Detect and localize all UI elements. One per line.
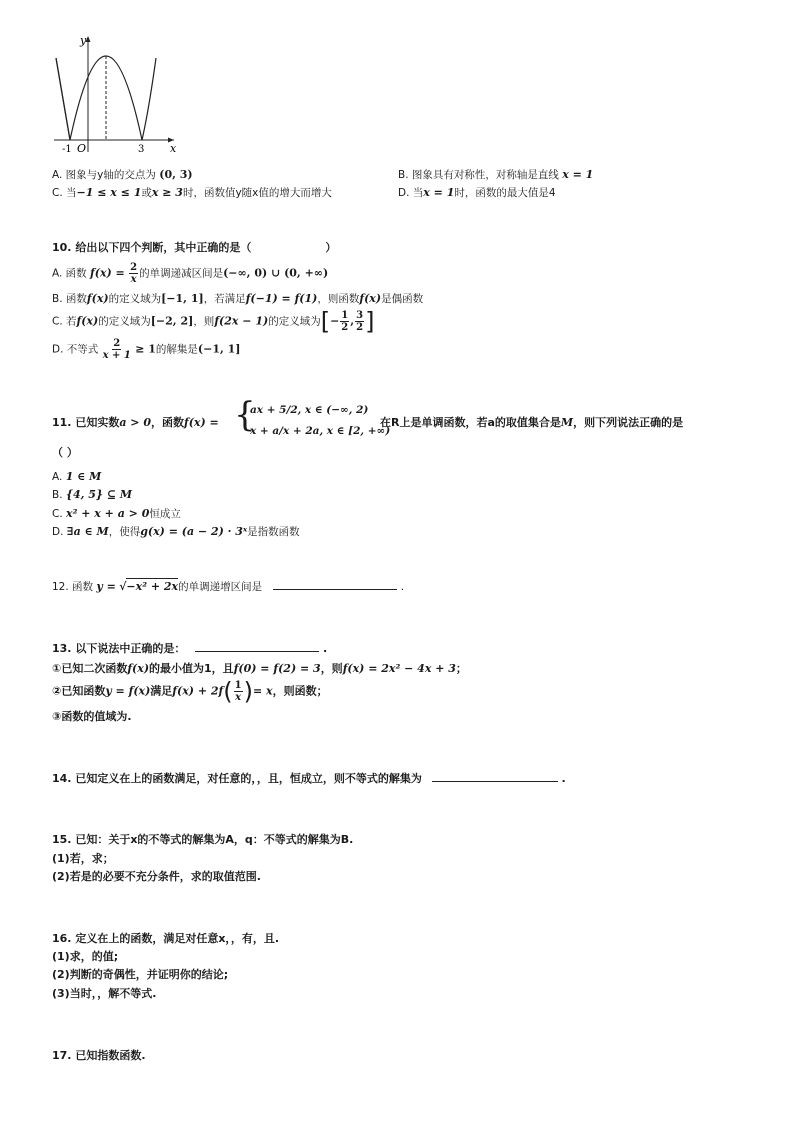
q13-s2-y: y = f(x) (105, 684, 151, 698)
q11-d-post: 是指数函数 (247, 526, 300, 538)
q10-a-num: 2 (130, 262, 138, 273)
x-axis-label: x (170, 142, 177, 155)
three-label: 3 (138, 144, 145, 155)
q10-c-n2: 3 (356, 310, 364, 321)
q11-stem-post (380, 414, 683, 430)
q10-c-pre: C. 若 (52, 315, 77, 328)
y-axis-label: y (80, 34, 87, 47)
q14-dot: . (561, 772, 566, 785)
q13-dot: . (323, 642, 328, 655)
q9-option-a (52, 167, 193, 182)
q10-option-a (52, 262, 328, 285)
q13-statement-1 (52, 660, 467, 676)
q11-option-d (52, 524, 300, 539)
q10-c-d2: 2 (356, 322, 364, 333)
q11-post: 在R上是单调函数，若a的取值集合是 (380, 416, 561, 429)
q12-dot: . (400, 581, 405, 593)
q10-b-mid3: ，则函数 (317, 293, 360, 305)
q10-b-mid1: 的定义域为 (108, 293, 162, 305)
q11-answer-paren: （ ） (52, 446, 78, 459)
q10-b-pre: B. 函数 (52, 293, 87, 305)
q16-part-3: (3)当时，，解不等式. (52, 987, 157, 1000)
q10-c-mid3: 的定义域为 (268, 315, 321, 328)
q10-b-domain: [−1, 1] (161, 292, 204, 305)
q10-c-frac1 (340, 310, 349, 333)
q15-part-1: (1)若，求； (52, 852, 114, 865)
q10-b-mid2: ，若满足 (203, 293, 246, 305)
q11-d-label: D. (52, 526, 64, 538)
q16-stem: 16. 定义在上的函数，满足对任意x，，有，且. (52, 932, 280, 945)
q13-stem (52, 640, 327, 656)
q11-option-b (52, 488, 132, 501)
q13-s1-pre: ①已知二次函数 (52, 662, 128, 675)
q13-s1-func: f(x) (127, 662, 150, 675)
q13-s2-num: 1 (234, 680, 242, 691)
q11-func: f(x) = (184, 416, 219, 429)
q12-sqrt-sign: √ (119, 580, 127, 593)
q9-option-c (52, 185, 332, 200)
q11-c-math: x² + x + a > 0 (66, 507, 150, 520)
q11-pre: 11. 已知实数 (52, 416, 120, 429)
q11-b-math: {4, 5} ⊆ M (65, 488, 133, 501)
q9-option-a-text: A. 图象与y轴的交点为 (52, 169, 156, 181)
q10-b-func: f(x) (86, 292, 109, 305)
q9-option-b (398, 167, 593, 182)
q10-option-c: C. 若f(x)的定义域为[−2, 2]，则f(2x − 1)的定义域为[− $\frac{1}{2}$ , $\frac{3}{2}$ ] (52, 307, 375, 336)
q11-case1: ax + 5/2, x ∈ (−∞, 2) (250, 404, 369, 416)
q9-option-d (398, 185, 556, 200)
q10-a-fraction (129, 262, 138, 285)
q13-statement-3: ③函数的值域为. (52, 710, 132, 723)
q11-brace: { (234, 395, 256, 435)
q10-d-pre: D. 不等式 (52, 343, 99, 356)
q10-a-set: (−∞, 0) ∪ (0, +∞) (223, 266, 329, 280)
q11-mid: ，函数 (151, 416, 184, 429)
q9-option-d-post: 时，函数的最大值是4 (454, 187, 556, 199)
q11-d-mid: ，使得 (108, 526, 141, 538)
q12-radicand: −x² + 2x (126, 580, 179, 593)
q10-b-eq: f(−1) = f(1) (245, 292, 318, 305)
q9-option-b-text: B. 图象具有对称性，对称轴是直线 (398, 169, 559, 181)
q9-option-d-math: x = 1 (423, 186, 455, 199)
q17-stem: 17. 已知指数函数. (52, 1049, 146, 1062)
q11-option-c (52, 506, 181, 521)
q13-statement-2: ②已知函数y = f(x)满足f(x) + 2f( $\frac{1}{x}$ )= x，则函数； (52, 677, 328, 706)
q12-answer-blank[interactable] (273, 589, 397, 590)
parabola-curve (56, 56, 142, 140)
q13-stem-text: 13. 以下说法中正确的是： (52, 642, 186, 655)
q14 (52, 770, 566, 786)
y-axis-arrow (86, 36, 91, 42)
q10-b-func2: f(x) (359, 292, 382, 305)
q11-a-label: A. (52, 471, 63, 483)
q13-s2-den: x (235, 692, 242, 703)
q16-part-2: (2)判断的奇偶性，并证明你的结论; (52, 968, 229, 981)
q10-d-set: (−1, 1] (197, 342, 241, 356)
q9-option-c-pre: C. 当 (52, 187, 77, 199)
origin-label: O (77, 142, 87, 155)
q10-c-d1: 2 (341, 322, 349, 333)
q11-a-math: 1 ∈ M (65, 470, 102, 483)
q10-c-func: f(x) (76, 314, 99, 328)
q10-stem-end: ） (325, 241, 337, 254)
right-branch (142, 58, 156, 140)
q10-c-right-bracket: ] (365, 307, 375, 336)
q13-s2-eq2: = x (252, 684, 273, 698)
q10-d-mid: 的解集是 (155, 343, 198, 356)
q10-c-frac2 (355, 310, 364, 333)
q13-s1-eq: f(0) = f(2) = 3 (233, 662, 321, 675)
q13-s1-result: f(x) = 2x² − 4x + 3 (342, 662, 456, 675)
q13-s2-mid: 满足 (150, 684, 173, 698)
q10-d-num: 2 (113, 338, 121, 349)
q10-d-den: x + 1 (102, 350, 131, 361)
q9-option-b-math: x = 1 (562, 168, 594, 181)
q13-s2-end: ，则函数； (272, 684, 328, 698)
q10-c-mid1: 的定义域为 (98, 315, 151, 328)
q15-stem: 15. 已知：关于x的不等式的解集为A，q：不等式的解集为B. (52, 833, 354, 846)
q11-option-a (52, 470, 101, 483)
q12-post: 的单调递增区间是 (178, 581, 263, 593)
q15-part-2: (2)若是的必要不充分条件，求的取值范围. (52, 870, 261, 883)
q13-s1-mid: 的最小值为1，且 (149, 662, 234, 675)
q10-a-mid: 的单调递减区间是 (139, 267, 224, 280)
q10-stem (52, 239, 336, 255)
q10-stem-text: 10. 给出以下四个判断，其中正确的是（ (52, 241, 252, 254)
q10-b-end: 是偶函数 (381, 293, 424, 305)
q12 (52, 579, 404, 594)
q14-text: 14. 已知定义在上的函数满足，对任意的，，且，恒成立，则不等式的解集为 (52, 772, 422, 785)
q11-b-label: B. (52, 489, 63, 501)
q11-set-m: M (560, 416, 574, 429)
q13-answer-blank[interactable] (195, 651, 319, 652)
q14-answer-blank[interactable] (432, 781, 558, 782)
q10-option-d (52, 338, 241, 361)
q11-d-math: ∃a ∈ M (66, 525, 109, 538)
q13-s1-mid2: ，则 (320, 662, 343, 675)
q12-y: y = (96, 580, 116, 593)
q11-case2: x + a/x + 2a, x ∈ [2, +∞) (250, 425, 391, 437)
q11-stem-pre (52, 414, 219, 430)
left-branch (56, 58, 70, 140)
q10-d-ge: ≥ 1 (135, 342, 156, 356)
q11-d-math2: g(x) = (a − 2) · 3ˣ (140, 525, 248, 538)
q9-option-c-math1: −1 ≤ x ≤ 1 (76, 186, 142, 199)
q13-s2-pre: ②已知函数 (52, 684, 106, 698)
q11-end: ，则下列说法正确的是 (573, 416, 684, 429)
q11-a-positive: a > 0 (119, 416, 151, 429)
q9-option-c-post: 时，函数值y随x值的增大而增大 (182, 187, 332, 199)
q11-c-post: 恒成立 (149, 508, 181, 520)
parabola-graph (48, 32, 188, 156)
q10-d-fraction (103, 338, 131, 361)
q10-a-func: f(x) = (90, 266, 125, 280)
q9-option-d-pre: D. 当 (398, 187, 424, 199)
q10-a-den: x (130, 274, 137, 285)
q11-c-label: C. (52, 508, 63, 520)
q10-c-func2: f(2x − 1) (214, 314, 269, 328)
q10-a-pre: A. 函数 (52, 267, 87, 280)
q10-option-b (52, 291, 423, 306)
q10-c-n1: 1 (341, 310, 349, 321)
q13-s2-fraction (234, 680, 243, 703)
q9-option-c-math2: x ≥ 3 (151, 186, 183, 199)
q9-option-a-math: (0, 3) (159, 168, 193, 181)
q16-part-1: (1)求，的值; (52, 950, 119, 963)
q13-s2-eq1: f(x) + 2f (172, 684, 224, 698)
q13-s1-end: ； (455, 662, 467, 675)
q10-c-domain: [−2, 2] (150, 314, 194, 328)
q10-c-left-bracket: [ (320, 307, 331, 336)
neg-one-label: -1 (62, 144, 72, 155)
q10-c-mid2: ，则 (193, 315, 215, 328)
q9-option-c-or: 或 (141, 187, 152, 199)
q12-pre: 12. 函数 (52, 581, 94, 593)
